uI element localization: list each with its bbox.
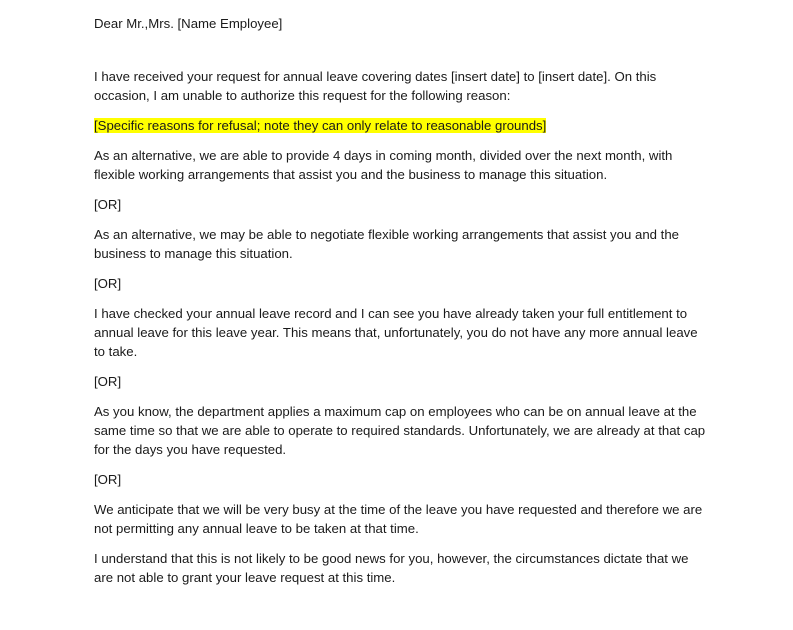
busy-period-paragraph: We anticipate that we will be very busy at the time of the leave you have requested and therefore we are not permitting any annual leave to be taken at that time. bbox=[94, 502, 703, 536]
entitlement-taken-paragraph: I have checked your annual leave record and I can see you have already taken your full entitlement to annual leave for this leave year. This means that, unfortunately, you do not have any more annual leave to take. bbox=[94, 306, 698, 359]
or-separator: [OR] bbox=[94, 197, 122, 212]
letter-body bbox=[94, 14, 706, 598]
refusal-reason-paragraph bbox=[94, 116, 706, 135]
salutation: Dear Mr.,Mrs. [Name Employee] bbox=[94, 16, 283, 31]
alternative-negotiate-paragraph: As an alternative, we may be able to negotiate flexible working arrangements that assist you and the business to manage this situation. bbox=[94, 227, 679, 261]
or-separator: [OR] bbox=[94, 374, 122, 389]
closing-paragraph: I understand that this is not likely to be good news for you, however, the circumstances dictate that we are not able to grant your leave request at this time. bbox=[94, 551, 689, 585]
or-separator: [OR] bbox=[94, 276, 122, 291]
alternative-days-paragraph: As an alternative, we are able to provide 4 days in coming month, divided over the next month, with flexible working arrangements that assist you and the business to manage this situation. bbox=[94, 148, 673, 182]
highlighted-reason-placeholder: [Specific reasons for refusal; note they can only relate to reasonable grounds] bbox=[94, 118, 547, 133]
intro-paragraph: I have received your request for annual leave covering dates [insert date] to [insert date]. On this occasion, I am unable to authorize this request for the following reason: bbox=[94, 69, 657, 103]
or-separator: [OR] bbox=[94, 472, 122, 487]
department-cap-paragraph: As you know, the department applies a maximum cap on employees who can be on annual leave at the same time so that we are able to operate to required standards. Unfortunately, we are already at that cap for the days you have requested. bbox=[94, 404, 706, 457]
